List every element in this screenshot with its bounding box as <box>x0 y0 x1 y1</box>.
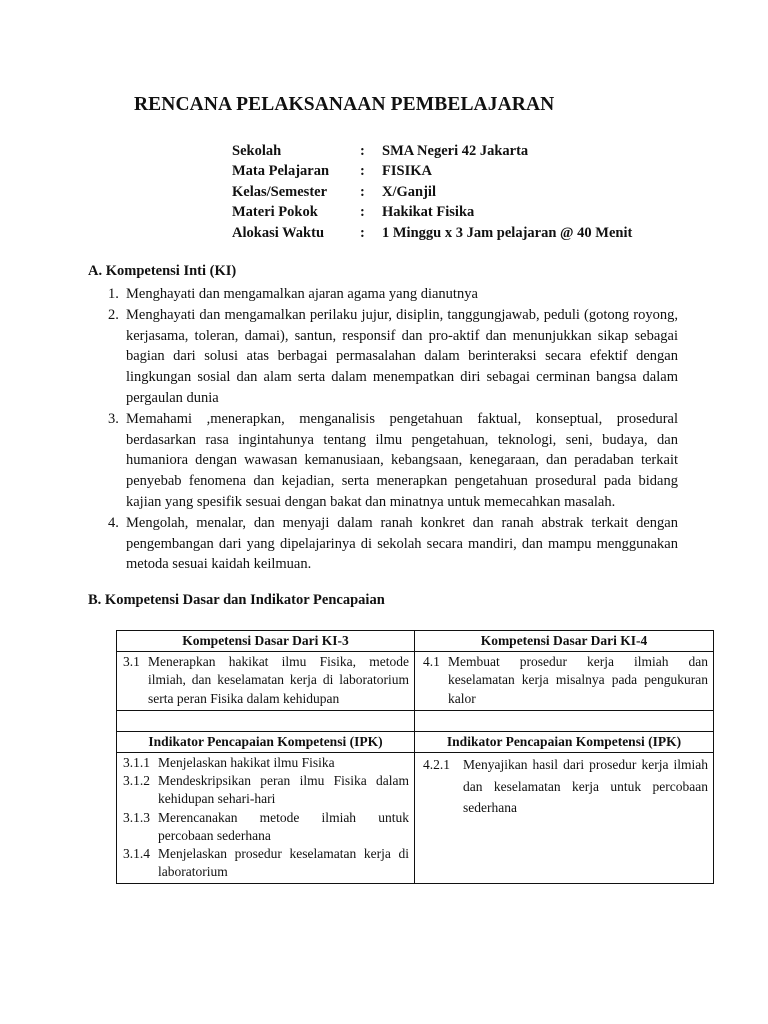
ipk-header-row <box>117 731 714 752</box>
ipk-header-right: Indikator Pencapaian Kompetensi (IPK) <box>415 731 714 752</box>
info-row-alokasi-waktu <box>232 223 632 244</box>
kd-header-ki4: Kompetensi Dasar Dari KI-4 <box>415 631 714 652</box>
table-entry <box>123 754 409 772</box>
info-value: Hakikat Fisika <box>382 204 475 221</box>
list-text: Memahami ,menerapkan, menganalisis pengetahuan faktual, konseptual, prosedural berdasarkan rasa ingintahunya tentang ilmu pengetahuan, teknologi, seni, budaya, dan humaniora dengan wawasan kemanusiaan, kebangsaan, kenegaraan, dan peradaban terkait penyebab fenomena dan kejadian, serta menerapkan pengetahuan prosedural pada bidang kajian yang spesifik sesuai dengan bakat dan minatnya untuk memecahkan masalah. <box>126 410 678 510</box>
document-title: RENCANA PELAKSANAAN PEMBELAJARAN <box>134 94 555 115</box>
list-number: 2. <box>108 306 119 323</box>
info-row-sekolah <box>232 141 632 162</box>
info-colon: : <box>360 142 365 159</box>
list-text: Menghayati dan mengamalkan ajaran agama yang dianutnya <box>126 286 478 302</box>
list-item <box>100 305 678 409</box>
table-entry <box>123 845 409 881</box>
info-row-materi-pokok <box>232 203 632 224</box>
entry-number: 3.1.2 <box>123 773 150 789</box>
info-colon: : <box>360 163 365 180</box>
section-b-heading: B. Kompetensi Dasar dan Indikator Pencapaian <box>88 592 385 608</box>
list-text: Menghayati dan mengamalkan perilaku jujur, disiplin, tanggungjawab, peduli (gotong royong, kerjasama, toleran, damai), santun, responsif dan pro-aktif dan menunjukkan sikap sebagai bagian dari solusi atas berbagai permasalahan dalam berinteraksi secara efektif dengan lingkungan sosial dan alam serta dalam menempatkan diri sebagai cerminan bangsa dalam pergaulan dunia <box>126 306 678 406</box>
table-entry <box>421 754 708 819</box>
info-value: 1 Minggu x 3 Jam pelajaran @ 40 Menit <box>382 224 633 241</box>
entry-text: Menjelaskan prosedur keselamatan kerja di laboratorium <box>158 846 409 880</box>
entry-number: 3.1.1 <box>123 755 150 771</box>
entry-text: Membuat prosedur kerja ilmiah dan keselamatan kerja misalnya pada pengukuran kalor <box>448 654 708 706</box>
info-label: Alokasi Waktu <box>232 224 325 241</box>
kd-ki4-cell <box>415 652 714 711</box>
ipk-left-cell <box>117 753 415 884</box>
info-value: X/Ganjil <box>382 183 436 200</box>
ki-list <box>100 284 678 575</box>
info-colon: : <box>360 224 365 241</box>
info-label: Sekolah <box>232 142 282 159</box>
info-value: SMA Negeri 42 Jakarta <box>382 142 529 159</box>
table-spacer-row <box>117 710 714 731</box>
table-entry <box>421 653 708 708</box>
table-entry <box>123 772 409 808</box>
entry-text: Merencanakan metode ilmiah untuk percobaan sederhana <box>158 809 409 843</box>
ipk-header-left: Indikator Pencapaian Kompetensi (IPK) <box>117 731 415 752</box>
entry-text: Mendeskripsikan peran ilmu Fisika dalam kehidupan sehari-hari <box>158 773 409 807</box>
table-entry <box>123 653 409 708</box>
info-label: Mata Pelajaran <box>232 163 330 180</box>
kd-table <box>116 630 714 884</box>
list-number: 3. <box>108 410 119 427</box>
info-label: Materi Pokok <box>232 204 318 221</box>
list-item <box>100 513 678 575</box>
section-a-heading: A. Kompetensi Inti (KI) <box>88 263 237 279</box>
list-item <box>100 284 678 305</box>
entry-number: 3.1.4 <box>123 846 150 862</box>
entry-number: 4.2.1 <box>423 757 450 773</box>
info-row-kelas-semester <box>232 182 632 203</box>
entry-text: Menjelaskan hakikat ilmu Fisika <box>158 755 335 771</box>
kd-content-row <box>117 652 714 711</box>
kd-header-ki3: Kompetensi Dasar Dari KI-3 <box>117 631 415 652</box>
list-number: 1. <box>108 286 119 302</box>
info-colon: : <box>360 183 365 200</box>
ipk-content-row <box>117 753 714 884</box>
ipk-right-cell <box>415 753 714 884</box>
info-colon: : <box>360 204 365 221</box>
info-label: Kelas/Semester <box>232 183 328 200</box>
list-text: Mengolah, menalar, dan menyaji dalam ranah konkret dan ranah abstrak terkait dengan pengembangan dari yang dipelajarinya di sekolah secara mandiri, dan mampu menggunakan metoda sesuai kaidah keilmuan. <box>126 514 678 573</box>
entry-text: Menerapkan hakikat ilmu Fisika, metode ilmiah, dan keselamatan kerja di laboratorium serta peran Fisika dalam kehidupan <box>148 654 409 706</box>
identity-block <box>232 141 632 244</box>
entry-number: 3.1 <box>123 654 140 670</box>
list-item <box>100 409 678 513</box>
entry-number: 4.1 <box>423 654 440 670</box>
table-entry <box>123 809 409 845</box>
kd-header-row <box>117 631 714 652</box>
list-number: 4. <box>108 514 119 531</box>
kd-ki3-cell <box>117 652 415 711</box>
entry-number: 3.1.3 <box>123 809 150 825</box>
info-row-mata-pelajaran <box>232 162 632 183</box>
info-value: FISIKA <box>382 163 432 180</box>
entry-text: Menyajikan hasil dari prosedur kerja ilmiah dan keselamatan kerja untuk percobaan sederhana <box>463 757 708 816</box>
